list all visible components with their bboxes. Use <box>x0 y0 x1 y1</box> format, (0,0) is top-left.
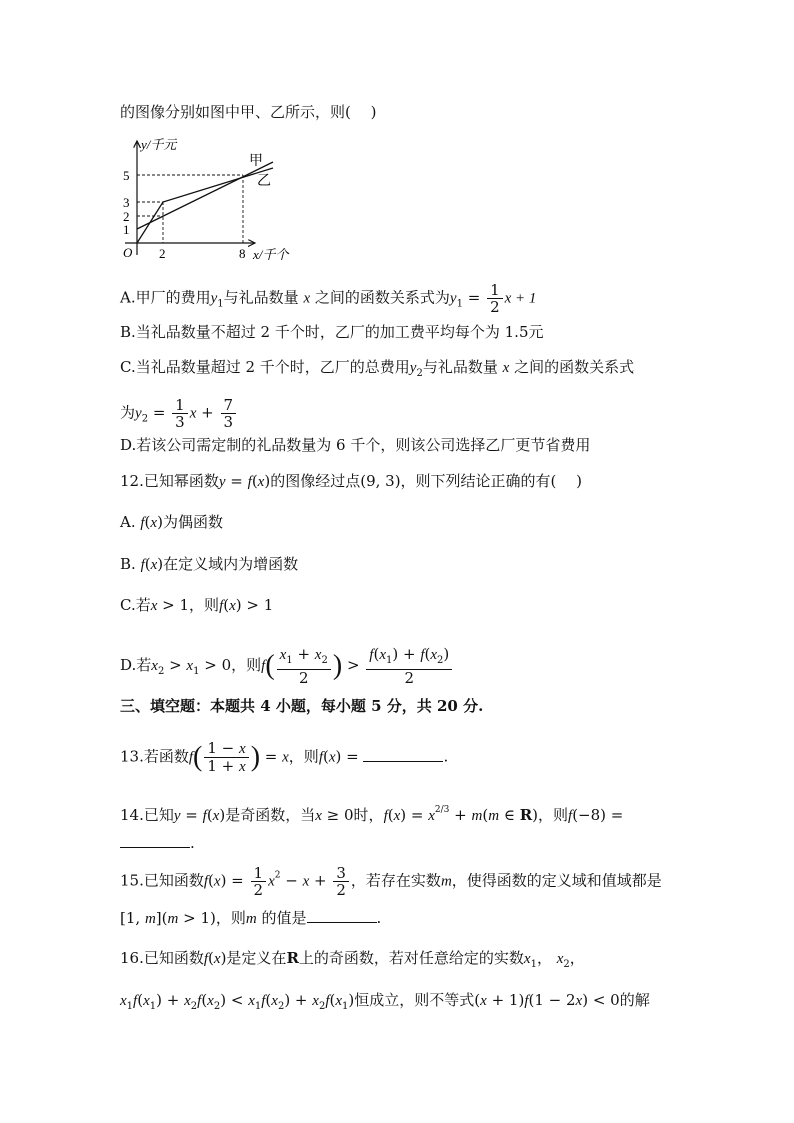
intro-text: 的图像分别如图中甲、乙所示，则( ) <box>120 103 377 121</box>
section-3-heading: 三、填空题：本题共 4 小题，每小题 5 分，共 20 分. <box>120 697 484 715</box>
q14: 14.已知y = f(x)是奇函数，当x ≥ 0时，$f(x) = x^{2/3} + m(m$ ∈ R)，则f(−8) = <box>120 805 624 824</box>
y-tick-5: 5 <box>123 168 130 183</box>
cost-graph <box>115 135 315 265</box>
line-jia <box>137 162 273 229</box>
q16: 16.已知函数f(x)是定义在R上的奇函数，若对任意给定的实数$x_1$， $x_2$， <box>120 949 585 970</box>
q12-option-c: C.若x > 1，则f(x) > 1 <box>120 596 274 614</box>
q12-option-a: A. f(x)为偶函数 <box>120 513 223 531</box>
q11-option-d: D.若该公司需定制的礼品数量为 6 千个，则该公司选择乙厂更节省费用 <box>120 436 591 454</box>
y-tick-3: 3 <box>123 195 130 210</box>
q14-answer-blank[interactable] <box>120 847 190 848</box>
line-yi <box>137 168 273 243</box>
q15: 15.已知函数f(x) = $\frac{1}{2}$ $x^2 - x$ + $\frac{3}{2}$ ，若存在实数m，使得函数的定义域和值域都是 <box>120 864 662 899</box>
x-tick-2: 2 <box>159 246 166 261</box>
q11-option-c: C.当礼品数量超过 2 千个时，乙厂的总费用$y_2$与礼品数量 x 之间的函数关系式 <box>120 358 635 379</box>
x-tick-8: 8 <box>239 246 246 261</box>
q13-answer-blank[interactable] <box>363 761 443 762</box>
q11-option-c-formula: 为$y_2$ = $\frac{1}{3}$ x + $\frac{7}{3}$ <box>120 397 238 430</box>
label-jia: 甲 <box>249 154 263 169</box>
q15-answer-blank[interactable] <box>307 922 377 923</box>
q12-stem: 12.已知幂函数y = f(x)的图像经过点(9, 3)，则下列结论正确的有( ) <box>120 472 583 490</box>
q12-option-b: B. f(x)在定义域内为增函数 <box>120 555 299 573</box>
origin-label: O <box>123 245 133 260</box>
q13: 13.若函数f( $\frac{1 - x}{1 + x}$ ) = x，则f(x) = . <box>120 739 449 775</box>
y-axis-label: y/千元 <box>141 137 177 152</box>
q15-line2: [1, m](m > 1)，则m 的值是 . <box>120 909 382 927</box>
q11-option-a: A.甲厂的费用$y_1$与礼品数量 x 之间的函数关系式为$y_1$ = $\frac{1}{2}$ x + 1 <box>120 281 537 316</box>
y-tick-1: 1 <box>123 222 130 237</box>
q12-option-d: D.若$x_2 > x_1 > 0$，则f( $\frac{x_1 + x_2}{2}$ ) > $\frac{f(x_1) + f(x_2)}{2}$ <box>120 646 454 686</box>
q16-line2: $x_1f(x_1) + x_2f(x_2) < x_1f(x_2) + x_2f(x_1)$恒成立，则不等式(x + 1)f(1 − 2x) < 0的解 <box>120 991 650 1012</box>
q11-option-b: B.当礼品数量不超过 2 千个时，乙厂的加工费平均每个为 1.5元 <box>120 323 544 341</box>
label-yi: 乙 <box>257 174 271 189</box>
x-axis-label: x/千个 <box>253 247 289 262</box>
q14-answer-line: . <box>120 833 195 853</box>
y-tick-2: 2 <box>123 209 130 224</box>
